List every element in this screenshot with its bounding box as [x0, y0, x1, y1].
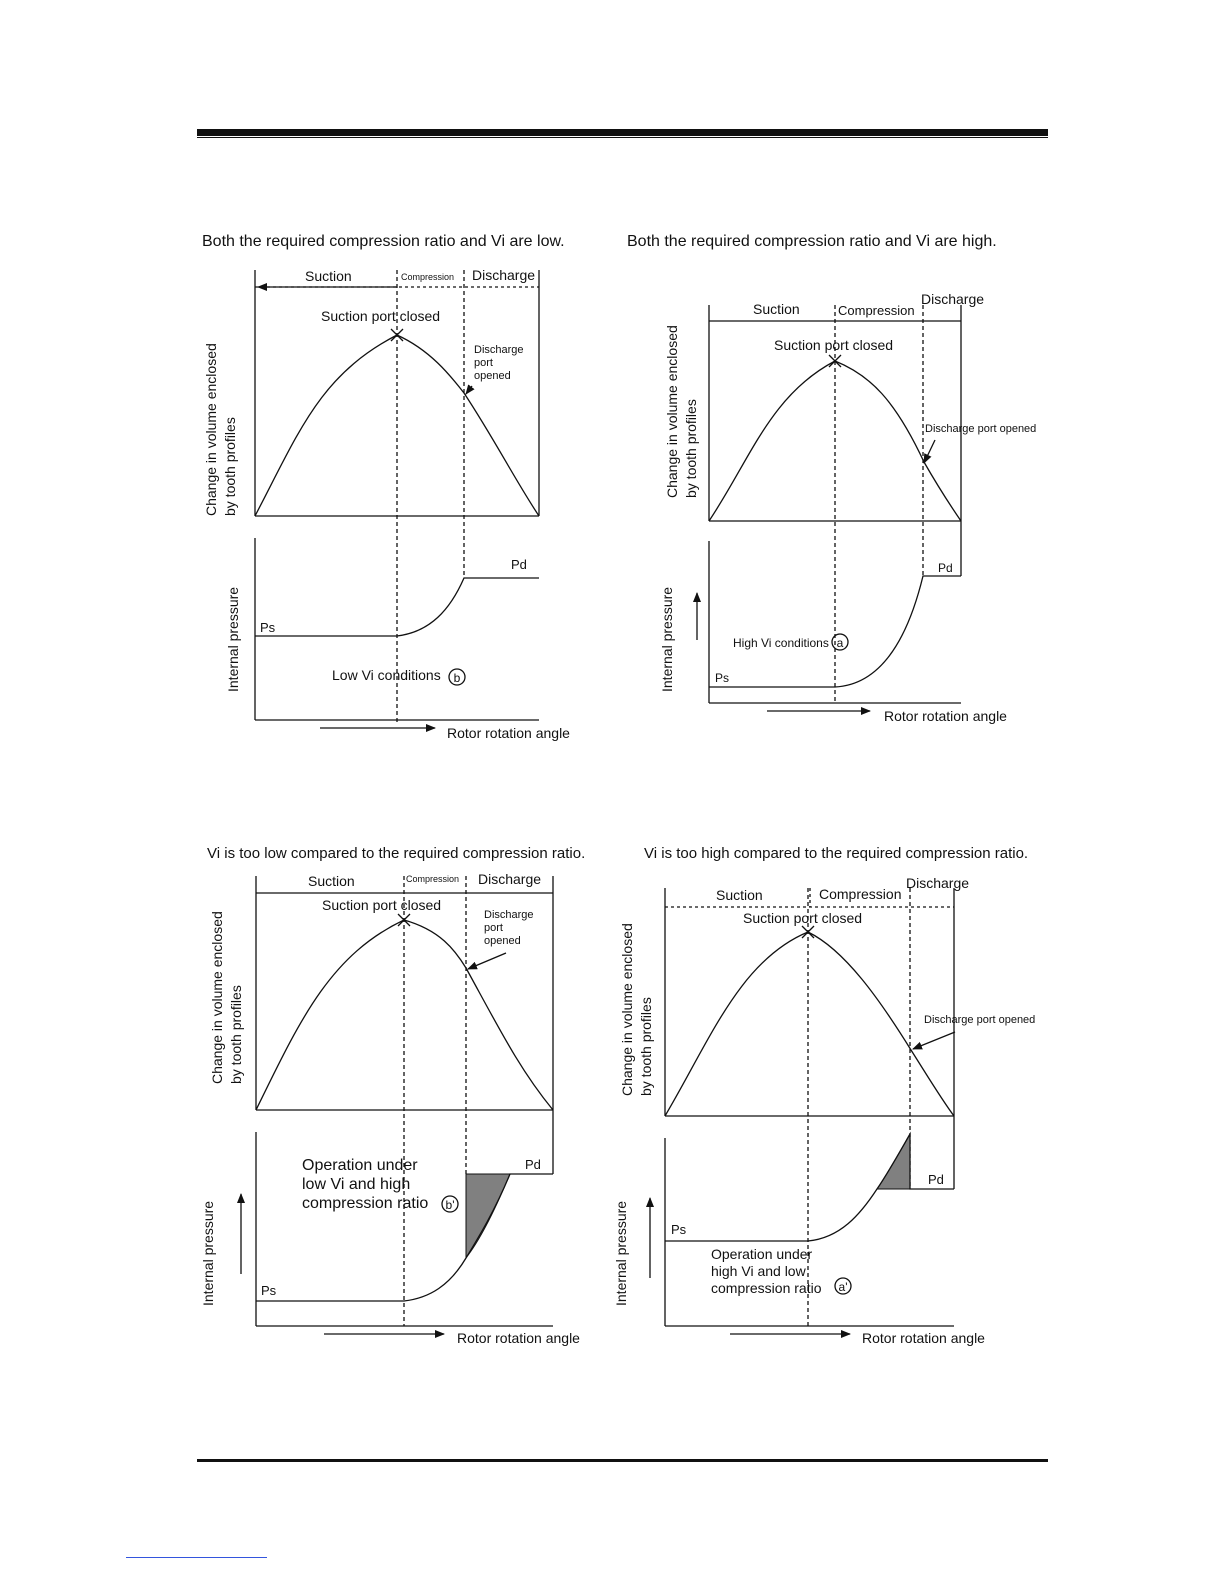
volume-curve	[665, 932, 954, 1116]
y-label-pressure: Internal pressure	[200, 1200, 216, 1306]
x-axis-label: Rotor rotation angle	[862, 1330, 985, 1346]
suction-label: Suction	[308, 873, 355, 889]
pd-label: Pd	[928, 1172, 944, 1187]
suction-port-closed-label: Suction port closed	[322, 897, 442, 913]
y-label-volume: Change in volume enclosed by tooth profiles	[203, 343, 238, 516]
discharge-label: Discharge	[906, 875, 970, 891]
compression-label: Compression	[406, 874, 460, 884]
condition-mark: a	[836, 636, 844, 650]
suction-label: Suction	[716, 887, 763, 903]
y-label-pressure: Internal pressure	[613, 1200, 629, 1306]
discharge-port-arrow	[913, 1032, 955, 1049]
discharge-port-opened-label: Discharge port opened	[484, 909, 534, 947]
condition-mark: b	[453, 671, 461, 685]
panel-title: Vi is too low compared to the required compression ratio.	[207, 845, 586, 862]
y-label-volume: Change in volume enclosed by tooth profiles	[619, 923, 654, 1096]
discharge-label: Discharge	[472, 267, 536, 283]
pd-label: Pd	[525, 1157, 541, 1172]
over-compression-area	[466, 1174, 510, 1258]
condition-label: Operation under low Vi and high compression ratio	[302, 1157, 429, 1212]
y-label-pressure: Internal pressure	[659, 586, 675, 692]
discharge-label: Discharge	[921, 291, 985, 307]
suction-label: Suction	[305, 268, 352, 284]
discharge-port-opened-label: Discharge port opened	[474, 344, 524, 382]
panel-bottom-right	[613, 845, 1035, 1346]
pd-label: Pd	[938, 561, 953, 575]
panel-top-left	[202, 233, 570, 741]
condition-label: High Vi conditions	[733, 636, 829, 650]
discharge-port-opened-label: Discharge port opened	[925, 423, 1037, 435]
condition-label: Low Vi conditions	[332, 667, 441, 683]
x-axis-label: Rotor rotation angle	[457, 1330, 580, 1346]
x-axis-label: Rotor rotation angle	[884, 708, 1007, 724]
compression-label: Compression	[401, 272, 455, 282]
condition-mark: b'	[445, 1198, 455, 1212]
ps-label: Ps	[260, 620, 276, 635]
pd-label: Pd	[511, 557, 527, 572]
y-label-volume: Change in volume enclosed by tooth profiles	[664, 325, 699, 498]
suction-port-closed-label: Suction port closed	[774, 337, 894, 353]
condition-mark: a'	[838, 1280, 848, 1294]
suction-port-closed-label: Suction port closed	[321, 308, 441, 324]
x-axis-label: Rotor rotation angle	[447, 725, 570, 741]
condition-label: Operation under high Vi and low compression ratio	[711, 1246, 822, 1296]
discharge-port-arrow	[924, 440, 935, 463]
panel-top-right	[627, 233, 1036, 724]
discharge-label: Discharge	[478, 871, 542, 887]
ps-label: Ps	[261, 1283, 277, 1298]
suction-port-closed-label: Suction port closed	[743, 910, 863, 926]
y-label-volume: Change in volume enclosed by tooth profiles	[209, 911, 244, 1084]
ps-label: Ps	[715, 671, 730, 685]
compression-label: Compression	[819, 886, 902, 902]
panel-title: Both the required compression ratio and Vi are high.	[627, 233, 997, 250]
suction-label: Suction	[753, 301, 800, 317]
panel-title: Vi is too high compared to the required compression ratio.	[644, 845, 1029, 862]
ps-label: Ps	[671, 1222, 687, 1237]
panel-bottom-left	[200, 845, 585, 1346]
pressure-curve	[665, 1134, 954, 1241]
discharge-port-arrow	[468, 953, 506, 969]
discharge-port-opened-label: Discharge port opened	[924, 1014, 1036, 1026]
panel-title: Both the required compression ratio and Vi are low.	[202, 233, 565, 250]
compression-label: Compression	[838, 303, 915, 318]
y-label-pressure: Internal pressure	[225, 586, 241, 692]
discharge-port-arrow	[466, 386, 472, 394]
